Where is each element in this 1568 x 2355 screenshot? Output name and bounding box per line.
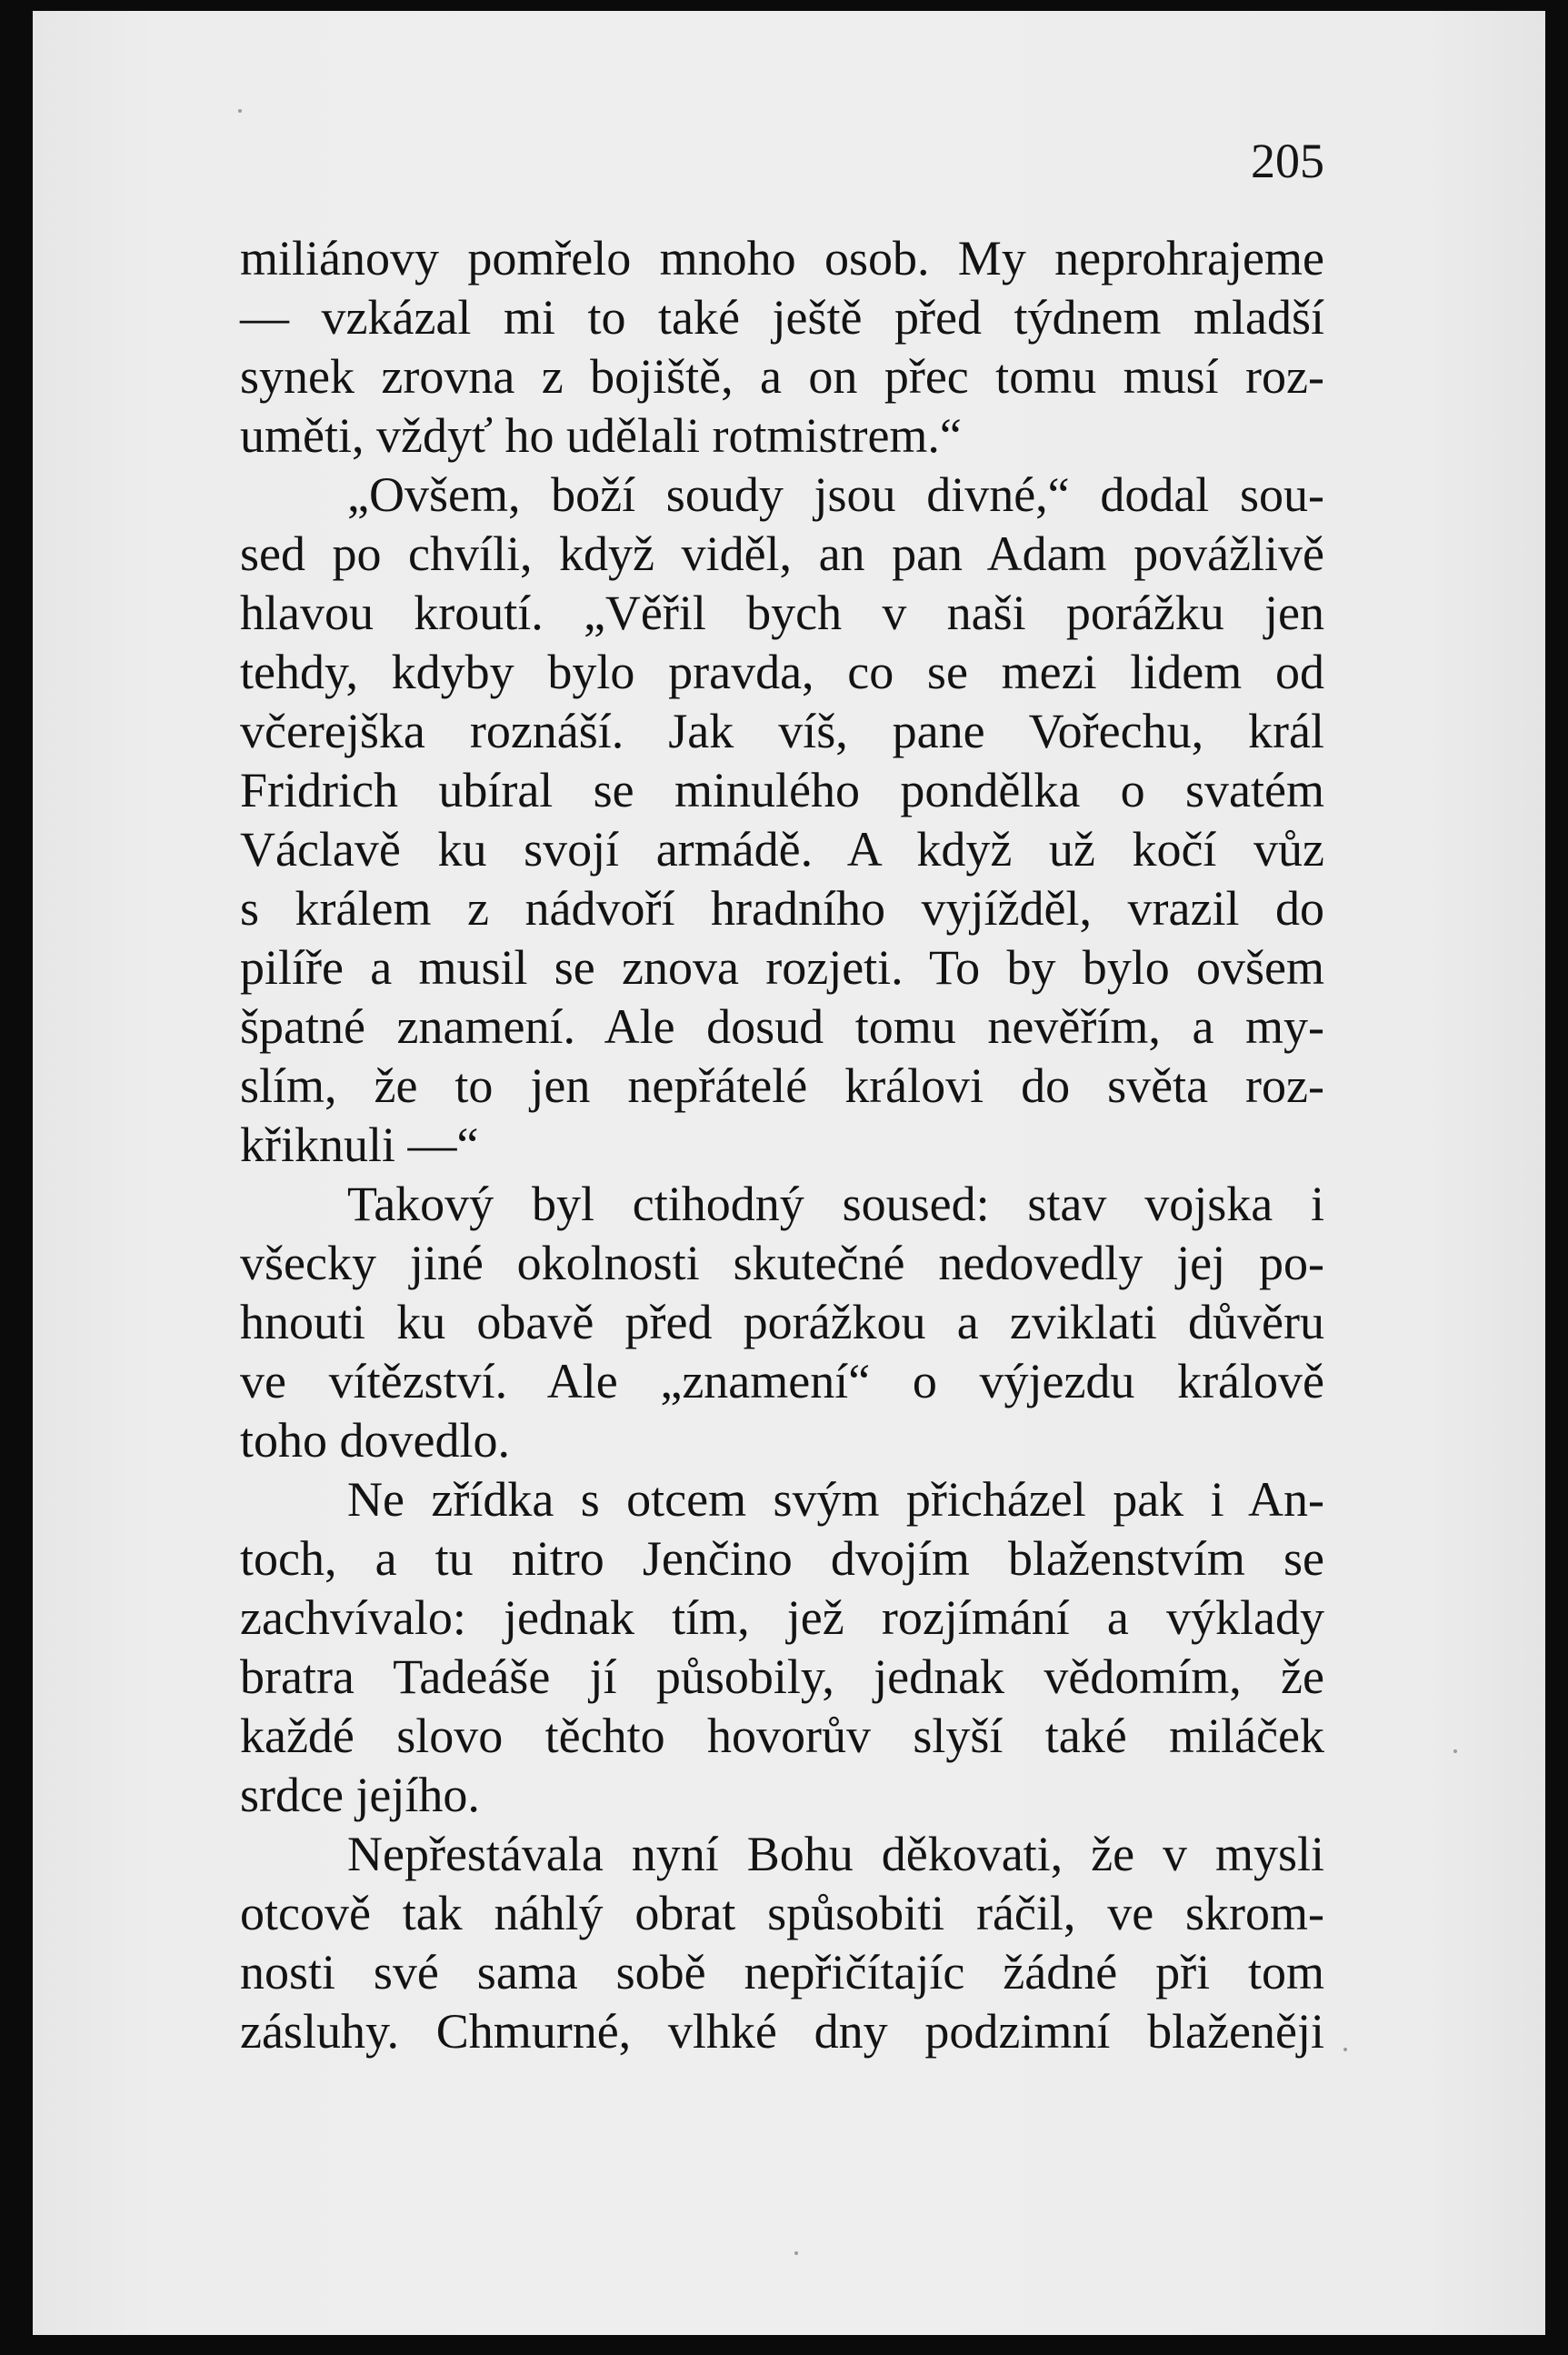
- text-line: nosti své sama sobě nepřičítajíc žádné při tom: [240, 1945, 1324, 1999]
- text-line: Fridrich ubíral se minulého pondělka o svatém: [240, 763, 1324, 817]
- page-number: 205: [1251, 134, 1324, 188]
- text-line: Takový byl ctihodný soused: stav vojska i: [347, 1177, 1324, 1231]
- text-line: otcově tak náhlý obrat spůsobiti ráčil, ve skrom-: [240, 1886, 1324, 1940]
- paragraph: [240, 1470, 1324, 1825]
- paper-speck: [794, 2251, 798, 2255]
- text-line: toch, a tu nitro Jenčino dvojím blaženstvím se: [240, 1531, 1324, 1586]
- text-line: křiknuli —“: [240, 1117, 479, 1172]
- text-line: hnouti ku obavě před porážkou a zviklati důvěru: [240, 1295, 1324, 1349]
- text-line: — vzkázal mi to také ještě před týdnem mladší: [240, 290, 1324, 345]
- text-line: miliánovy pomřelo mnoho osob. My neprohrajeme: [240, 231, 1324, 286]
- text-line: slím, že to jen nepřátelé královi do světa roz-: [240, 1058, 1324, 1113]
- text-line: tehdy, kdyby bylo pravda, co se mezi lidem od: [240, 645, 1324, 699]
- text-line: každé slovo těchto hovorův slyší také miláček: [240, 1709, 1324, 1763]
- text-line: Ne zřídka s otcem svým přicházel pak i An-: [347, 1472, 1324, 1527]
- book-page: [33, 11, 1545, 2335]
- paragraph: [240, 1825, 1324, 2061]
- text-line: včerejška roznáší. Jak víš, pane Vořechu, král: [240, 704, 1324, 758]
- paper-speck: [238, 109, 242, 113]
- paper-speck: [1453, 1749, 1457, 1753]
- text-line: pilíře a musil se znova rozjeti. To by bylo ovšem: [240, 940, 1324, 995]
- text-line: špatné znamení. Ale dosud tomu nevěřím, a my-: [240, 999, 1324, 1054]
- text-line: bratra Tadeáše jí působily, jednak vědomím, že: [240, 1649, 1324, 1704]
- text-line: zásluhy. Chmurné, vlhké dny podzimní blaženěji: [240, 2004, 1324, 2059]
- text-line: všecky jiné okolnosti skutečné nedovedly jej po-: [240, 1236, 1324, 1290]
- paragraph: [240, 1175, 1324, 1470]
- text-line: hlavou kroutí. „Věřil bych v naši porážku jen: [240, 586, 1324, 640]
- text-line: s králem z nádvoří hradního vyjížděl, vrazil do: [240, 881, 1324, 936]
- text-line: srdce jejího.: [240, 1768, 480, 1822]
- text-line: Václavě ku svojí armádě. A když už kočí vůz: [240, 822, 1324, 877]
- text-line: sed po chvíli, když viděl, an pan Adam povážlivě: [240, 526, 1324, 581]
- paragraph: [240, 466, 1324, 1175]
- text-line: synek zrovna z bojiště, a on přec tomu musí roz-: [240, 349, 1324, 404]
- text-line: zachvívalo: jednak tím, jež rozjímání a výklady: [240, 1590, 1324, 1645]
- body-text: [240, 229, 1324, 2061]
- paragraph: [240, 229, 1324, 466]
- text-line: toho dovedlo.: [240, 1413, 510, 1468]
- text-line: „Ovšem, boží soudy jsou divné,“ dodal sou-: [347, 467, 1324, 522]
- text-line: uměti, vždyť ho udělali rotmistrem.“: [240, 408, 962, 463]
- text-line: ve vítězství. Ale „znamení“ o výjezdu králově: [240, 1354, 1324, 1408]
- paper-speck: [1343, 2048, 1347, 2051]
- text-line: Nepřestávala nyní Bohu děkovati, že v mysli: [347, 1827, 1324, 1881]
